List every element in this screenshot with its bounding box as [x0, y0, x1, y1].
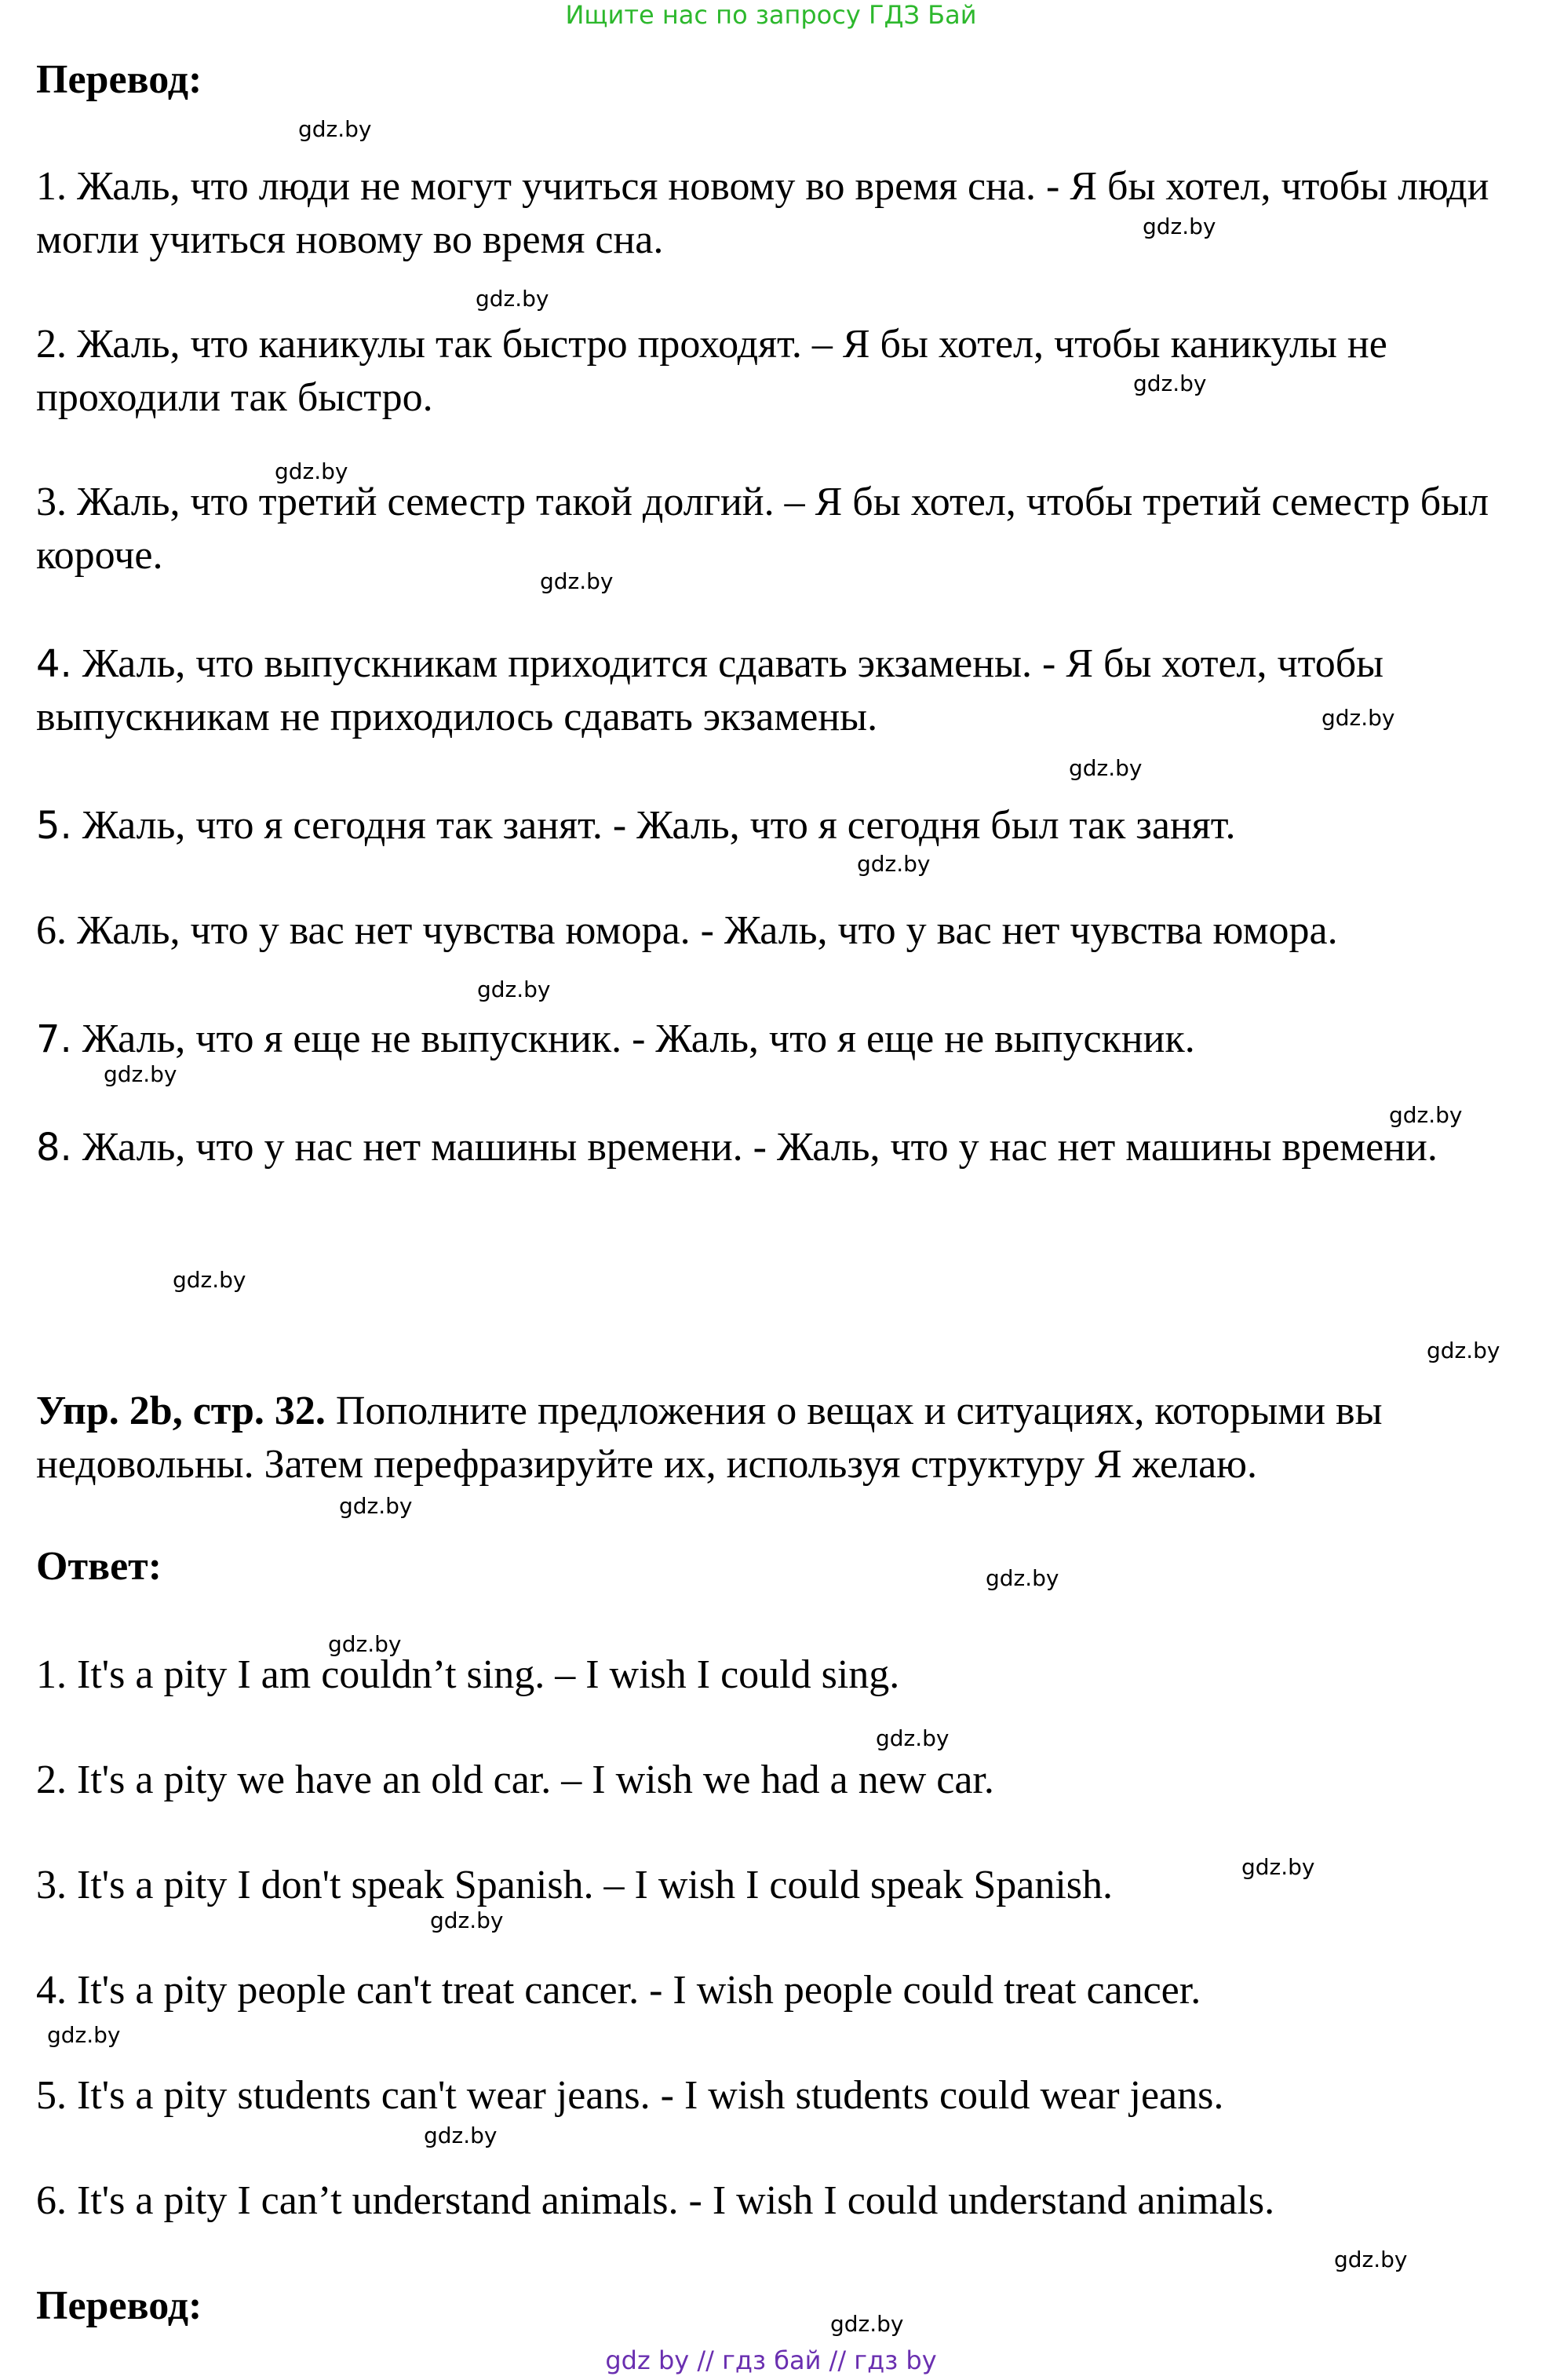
watermark: gdz.by	[1389, 1102, 1463, 1128]
watermark: gdz.by	[275, 458, 348, 484]
watermark: gdz.by	[540, 568, 614, 594]
answer-item-6: 6. It's a pity I can’t understand animals. - I wish I could understand animals.	[36, 2178, 1275, 2223]
translation-item-5: 5. Жаль, что я сегодня так занят. - Жаль, что я сегодня был так занят.	[36, 803, 1236, 848]
watermark: gdz.by	[430, 1907, 504, 1933]
answer-item-5: 5. It's a pity students can't wear jeans. - I wish students could wear jeans.	[36, 2073, 1224, 2118]
watermark: gdz.by	[1427, 1338, 1500, 1363]
watermark: gdz.by	[47, 2022, 121, 2048]
exercise-label: Упр. 2b, стр. 32.	[36, 1389, 326, 1433]
translation-item-8: 8. Жаль, что у нас нет машины времени. - Жаль, что у нас нет машины времени.	[36, 1125, 1438, 1170]
top-banner: Ищите нас по запросу ГДЗ Бай	[565, 0, 977, 30]
translation-heading-2: Перевод:	[36, 2283, 202, 2328]
watermark: gdz.by	[1321, 705, 1395, 731]
translation-item-2: 2. Жаль, что каникулы так быстро проходят. – Я бы хотел, чтобы каникулы не проходили так быстро.	[36, 322, 1387, 420]
watermark: gdz.by	[328, 1631, 402, 1657]
watermark: gdz.by	[173, 1267, 246, 1293]
exercise-text: Упр. 2b, стр. 32. Пополните предложения о вещах и ситуациях, которыми вы недовольны. Затем перефразируйте их, используя структуру Я желаю.	[36, 1389, 1383, 1487]
translation-item-1: 1. Жаль, что люди не могут учиться новому во время сна. - Я бы хотел, чтобы люди могли учиться новому во время сна.	[36, 164, 1489, 262]
watermark: gdz.by	[1133, 371, 1207, 396]
watermark: gdz.by	[477, 976, 551, 1002]
watermark: gdz.by	[104, 1061, 177, 1087]
answer-item-2: 2. It's a pity we have an old car. – I wish we had a new car.	[36, 1758, 994, 1802]
translation-item-3: 3. Жаль, что третий семестр такой долгий. – Я бы хотел, чтобы третий семестр был короче.	[36, 480, 1489, 578]
watermark: gdz.by	[876, 1725, 950, 1751]
translation-heading: Перевод:	[36, 57, 202, 102]
translation-item-4: 4. Жаль, что выпускникам приходится сдавать экзамены. - Я бы хотел, чтобы выпускникам не приходилось сдавать экзамены.	[36, 641, 1384, 739]
translation-item-7: 7. Жаль, что я еще не выпускник. - Жаль, что я еще не выпускник.	[36, 1017, 1195, 1061]
footer-links: gdz by // гдз бай // гдз by	[605, 2345, 937, 2375]
watermark: gdz.by	[339, 1493, 413, 1519]
watermark: gdz.by	[1334, 2247, 1408, 2272]
watermark: gdz.by	[830, 2311, 904, 2337]
watermark: gdz.by	[1143, 214, 1216, 239]
watermark: gdz.by	[424, 2123, 498, 2148]
watermark: gdz.by	[298, 116, 372, 142]
translation-item-6: 6. Жаль, что у вас нет чувства юмора. - Жаль, что у вас нет чувства юмора.	[36, 908, 1338, 953]
answer-heading: Ответ:	[36, 1544, 162, 1589]
answer-item-1: 1. It's a pity I am couldn’t sing. – I wish I could sing.	[36, 1652, 900, 1697]
answer-item-3: 3. It's a pity I don't speak Spanish. – I wish I could speak Spanish.	[36, 1863, 1114, 1907]
watermark: gdz.by	[1241, 1854, 1315, 1880]
watermark: gdz.by	[857, 851, 931, 877]
watermark: gdz.by	[986, 1565, 1059, 1591]
answer-item-4: 4. It's a pity people can't treat cancer. - I wish people could treat cancer.	[36, 1968, 1201, 2013]
watermark: gdz.by	[476, 286, 549, 312]
watermark: gdz.by	[1069, 755, 1143, 781]
